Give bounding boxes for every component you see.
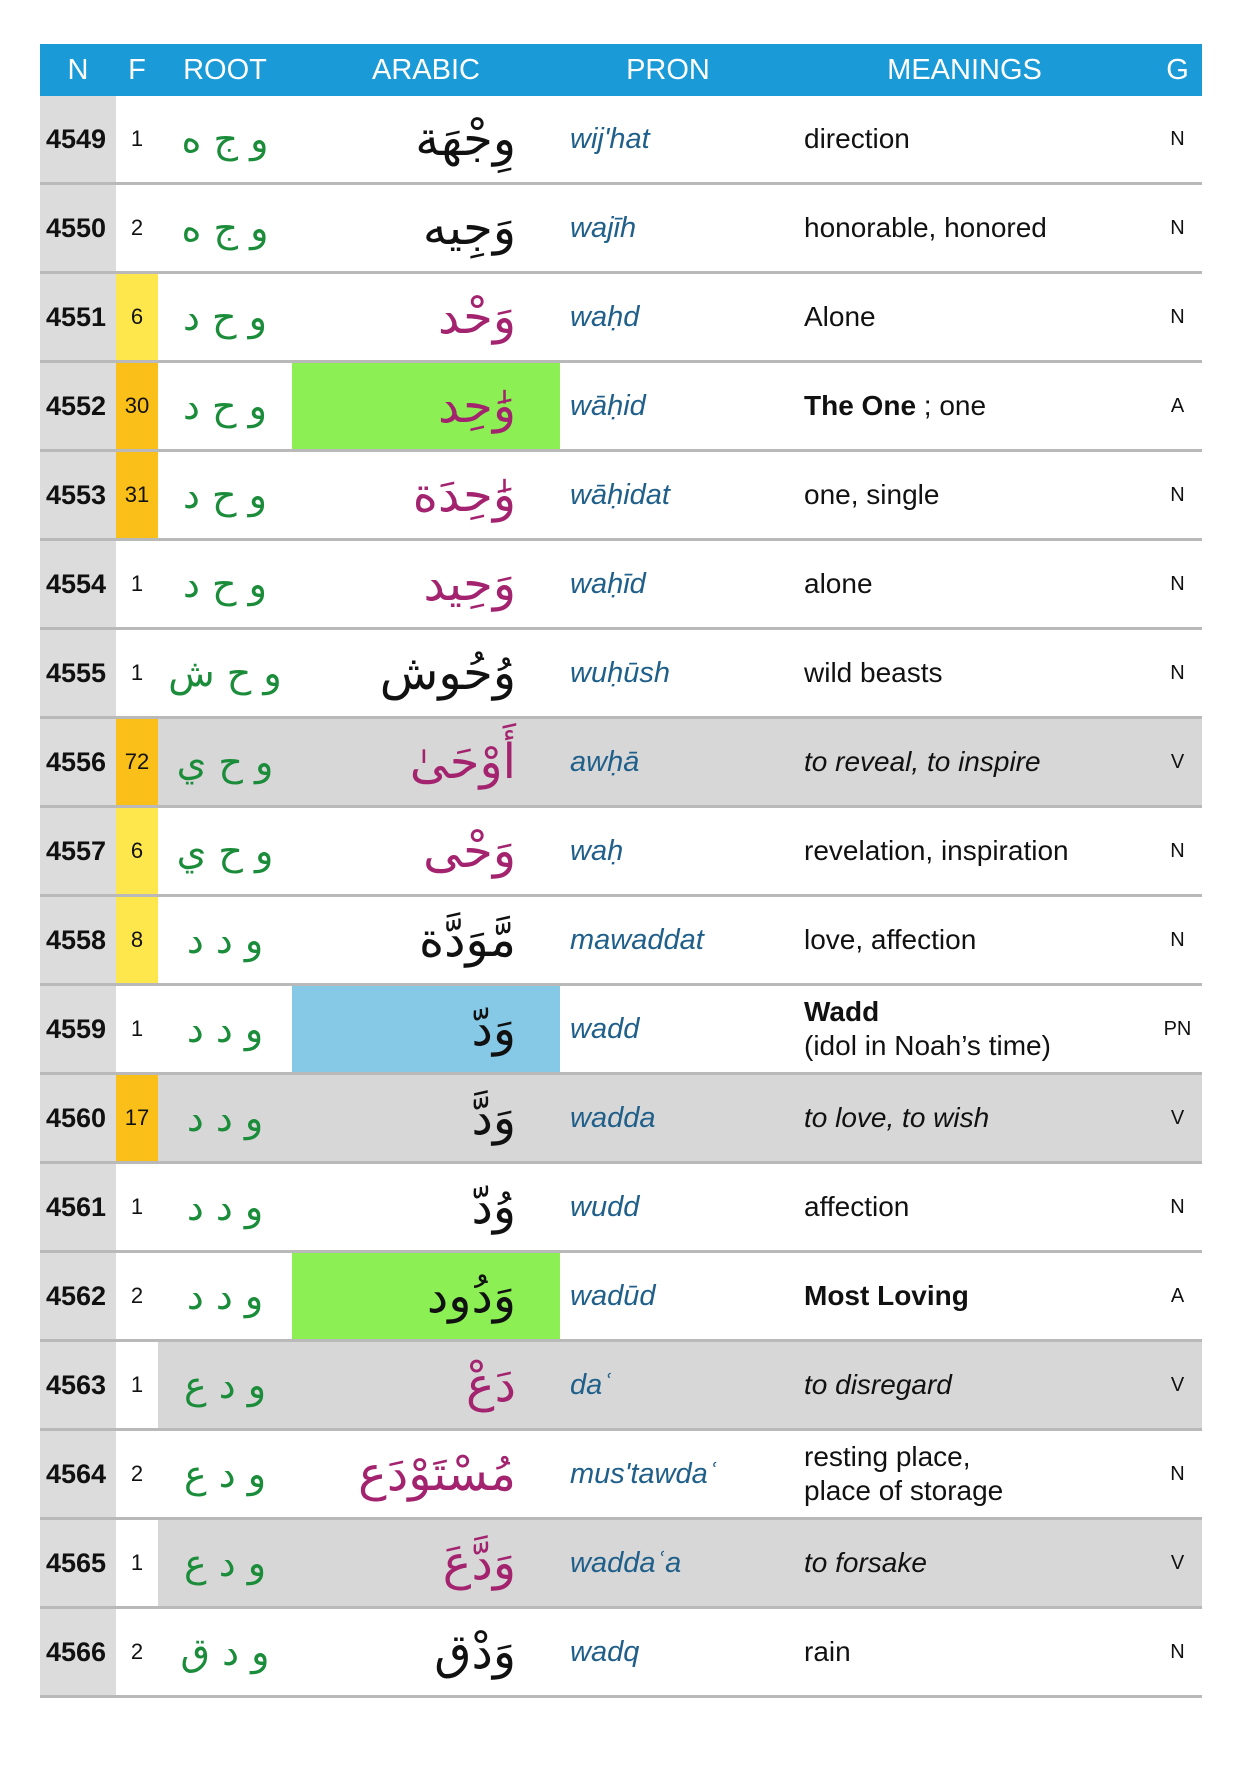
entry-number: 4566 [40, 1609, 116, 1695]
frequency: 2 [130, 1283, 144, 1308]
table-row [40, 452, 1202, 541]
header-root: ROOT [183, 53, 267, 86]
meaning-text: to love, to wish [804, 1102, 990, 1134]
root-letters: و ح د [183, 384, 267, 428]
meaning [776, 1075, 1153, 1161]
table-row [40, 1253, 1202, 1342]
table-row [40, 630, 1202, 719]
arabic-word: مُسْتَوْدَع [358, 1446, 516, 1502]
arabic-word: وَحْد [437, 289, 516, 345]
arabic-word: وَدَّ [292, 1075, 560, 1161]
meaning-line-2: place of storage [804, 1475, 1004, 1506]
root-letters: و ح د [183, 473, 267, 517]
pronunciation: wajīh [570, 211, 637, 244]
pronunciation: wuḥūsh [570, 656, 670, 689]
meaning [776, 274, 1153, 360]
entry-number: 4550 [40, 185, 116, 271]
meaning-text: The One [804, 390, 917, 422]
arabic-word: وَحْى [423, 823, 516, 879]
arabic-word: وُدّ [471, 1179, 516, 1235]
frequency: 17 [116, 1075, 158, 1161]
root-letters: و ج ه [181, 117, 269, 161]
root-letters: و د د [186, 1185, 264, 1229]
table-row [40, 808, 1202, 897]
meaning-line [804, 923, 1153, 957]
frequency: 1 [130, 1016, 144, 1041]
pronunciation: mawaddat [570, 923, 704, 956]
meaning-line [804, 1279, 1153, 1313]
root-letters: و ح ش [168, 651, 282, 695]
meaning-text: resting place, [804, 1441, 971, 1473]
root-letters: و د ع [158, 1520, 292, 1606]
table-row [40, 363, 1202, 452]
header-f: F [128, 53, 146, 86]
meaning-line [804, 656, 1153, 690]
grammar-tag: V [1153, 719, 1202, 805]
root-letters: و ح ي [176, 829, 274, 873]
meaning [776, 452, 1153, 538]
frequency: 1 [130, 1372, 144, 1397]
meaning-text: to forsake [804, 1547, 927, 1579]
meaning-line [804, 389, 1153, 423]
pronunciation: daʿ [560, 1342, 776, 1428]
meaning-line [804, 1368, 1153, 1402]
entry-number: 4551 [40, 274, 116, 360]
root-letters: و ح ي [158, 719, 292, 805]
arabic-word: وَٰحِدَة [412, 467, 516, 523]
meaning-line [804, 1101, 1153, 1135]
frequency: 1 [130, 571, 144, 596]
root-letters: و د ع [183, 1452, 267, 1496]
grammar-tag: A [1170, 1284, 1185, 1307]
pronunciation: wadq [570, 1635, 640, 1668]
meaning-line [804, 995, 1153, 1029]
meaning-line [804, 745, 1153, 779]
grammar-tag: PN [1163, 1017, 1192, 1040]
table-row [40, 719, 1202, 808]
entry-number: 4553 [40, 452, 116, 538]
meaning-line [804, 1546, 1153, 1580]
entry-number: 4565 [40, 1520, 116, 1606]
root-letters: و ج ه [181, 206, 269, 250]
meaning-text: honorable, honored [804, 212, 1047, 244]
entry-number: 4558 [40, 897, 116, 983]
meaning-text: to disregard [804, 1369, 952, 1401]
meaning-suffix: ; one [916, 390, 987, 422]
pronunciation: wāḥidat [570, 478, 670, 511]
meaning-line [804, 1440, 1153, 1474]
meaning-text: to reveal, to inspire [804, 746, 1041, 778]
table-row [40, 185, 1202, 274]
meaning [776, 897, 1153, 983]
table-row [40, 1075, 1202, 1164]
meaning [776, 986, 1153, 1072]
entry-number: 4559 [40, 986, 116, 1072]
pronunciation: wadda [560, 1075, 776, 1161]
arabic-word: مَّوَدَّة [418, 912, 516, 968]
frequency: 72 [116, 719, 158, 805]
meaning-line [804, 478, 1153, 512]
frequency: 1 [130, 660, 144, 685]
meaning-line [804, 122, 1153, 156]
meaning-text: alone [804, 568, 873, 600]
table-row [40, 1520, 1202, 1609]
grammar-tag: N [1170, 1640, 1185, 1663]
arabic-word: أَوْحَىٰ [292, 719, 560, 805]
grammar-tag: V [1153, 1342, 1202, 1428]
entry-number: 4563 [40, 1342, 116, 1428]
meaning-text: Most Loving [804, 1280, 969, 1312]
meaning-line [804, 1635, 1153, 1669]
table-row [40, 1609, 1202, 1698]
frequency: 8 [116, 897, 158, 983]
meaning [776, 96, 1153, 182]
entry-number: 4549 [40, 96, 116, 182]
grammar-tag: N [1170, 127, 1185, 150]
table-row [40, 897, 1202, 986]
meaning [776, 1609, 1153, 1695]
table-row [40, 1342, 1202, 1431]
arabic-word: وَدَّعَ [292, 1520, 560, 1606]
root-letters: و ح د [183, 295, 267, 339]
meaning [776, 1431, 1153, 1517]
table-header [40, 44, 1202, 96]
frequency: 1 [130, 126, 144, 151]
header-n: N [67, 53, 89, 86]
pronunciation: awḥā [560, 719, 776, 805]
entry-number: 4557 [40, 808, 116, 894]
meaning [776, 185, 1153, 271]
entry-number: 4552 [40, 363, 116, 449]
table-row [40, 96, 1202, 185]
root-letters: و د ع [158, 1342, 292, 1428]
grammar-tag: N [1170, 661, 1185, 684]
entry-number: 4564 [40, 1431, 116, 1517]
arabic-word: دَعْ [292, 1342, 560, 1428]
meaning-line-2: (idol in Noah’s time) [804, 1030, 1051, 1061]
pronunciation: mus'tawdaʿ [570, 1457, 718, 1490]
meaning-line [804, 834, 1153, 868]
grammar-tag: V [1153, 1520, 1202, 1606]
arabic-word: وَجِيه [422, 200, 516, 256]
entry-number: 4554 [40, 541, 116, 627]
arabic-word: وَحِيد [423, 556, 516, 612]
grammar-tag: N [1170, 483, 1185, 506]
entry-number: 4560 [40, 1075, 116, 1161]
frequency: 30 [116, 363, 158, 449]
root-letters: و د د [186, 1007, 264, 1051]
vocabulary-table [40, 44, 1202, 1698]
meaning [776, 1253, 1153, 1339]
entry-number: 4562 [40, 1253, 116, 1339]
meaning-text: Wadd [804, 996, 880, 1028]
root-letters: و د د [186, 1274, 264, 1318]
meaning-line [804, 567, 1153, 601]
entry-number: 4555 [40, 630, 116, 716]
meaning-text: direction [804, 123, 910, 155]
pronunciation: waḥīd [570, 567, 646, 600]
frequency: 2 [130, 1639, 144, 1664]
grammar-tag: N [1170, 1195, 1185, 1218]
arabic-word: وُحُوش [379, 645, 516, 701]
arabic-word: وَدُود [292, 1253, 560, 1339]
pronunciation: wāḥid [570, 389, 646, 422]
pronunciation: wudd [570, 1190, 640, 1223]
table-body [40, 96, 1202, 1698]
meaning-text: one, single [804, 479, 940, 511]
meaning [776, 541, 1153, 627]
table-row [40, 1431, 1202, 1520]
meaning-line [804, 211, 1153, 245]
table-row [40, 986, 1202, 1075]
frequency: 6 [116, 274, 158, 360]
grammar-tag: N [1170, 305, 1185, 328]
meaning [776, 363, 1153, 449]
grammar-tag: V [1153, 1075, 1202, 1161]
arabic-word: وَدْق [434, 1624, 516, 1680]
grammar-tag: N [1170, 216, 1185, 239]
root-letters: و د ق [180, 1630, 270, 1674]
meaning [776, 719, 1153, 805]
meaning [776, 1164, 1153, 1250]
pronunciation: waddaʿa [560, 1520, 776, 1606]
header-meanings: MEANINGS [887, 53, 1042, 86]
frequency: 31 [116, 452, 158, 538]
frequency: 2 [130, 1461, 144, 1486]
pronunciation: wadd [570, 1012, 640, 1045]
root-letters: و ح د [183, 562, 267, 606]
meaning-line [804, 300, 1153, 334]
meaning [776, 808, 1153, 894]
meaning [776, 1342, 1153, 1428]
grammar-tag: N [1170, 839, 1185, 862]
meaning [776, 630, 1153, 716]
meaning-text: wild beasts [804, 657, 943, 689]
grammar-tag: N [1170, 572, 1185, 595]
meaning-text: rain [804, 1636, 851, 1668]
arabic-word: وَدّ [292, 986, 560, 1072]
meaning-text: revelation, inspiration [804, 835, 1069, 867]
meaning [776, 1520, 1153, 1606]
grammar-tag: N [1170, 928, 1185, 951]
meaning-text: love, affection [804, 924, 977, 956]
arabic-word: وَٰحِد [292, 363, 560, 449]
grammar-tag: N [1170, 1462, 1185, 1485]
root-letters: و د د [186, 918, 264, 962]
table-row [40, 1164, 1202, 1253]
pronunciation: wadūd [570, 1279, 656, 1312]
frequency: 2 [130, 215, 144, 240]
frequency: 1 [130, 1550, 144, 1575]
meaning-line [804, 1190, 1153, 1224]
header-g: G [1166, 53, 1189, 86]
pronunciation: waḥd [570, 300, 640, 333]
entry-number: 4561 [40, 1164, 116, 1250]
arabic-word: وِجْهَة [415, 111, 516, 167]
entry-number: 4556 [40, 719, 116, 805]
frequency: 1 [130, 1194, 144, 1219]
root-letters: و د د [158, 1075, 292, 1161]
grammar-tag: A [1170, 394, 1185, 417]
meaning-text: Alone [804, 301, 876, 333]
meaning-text: affection [804, 1191, 910, 1223]
frequency: 6 [116, 808, 158, 894]
header-arabic: ARABIC [372, 53, 480, 86]
table-row [40, 274, 1202, 363]
pronunciation: waḥ [570, 834, 624, 867]
pronunciation: wij'hat [570, 122, 650, 155]
table-row [40, 541, 1202, 630]
header-pron: PRON [626, 53, 710, 86]
